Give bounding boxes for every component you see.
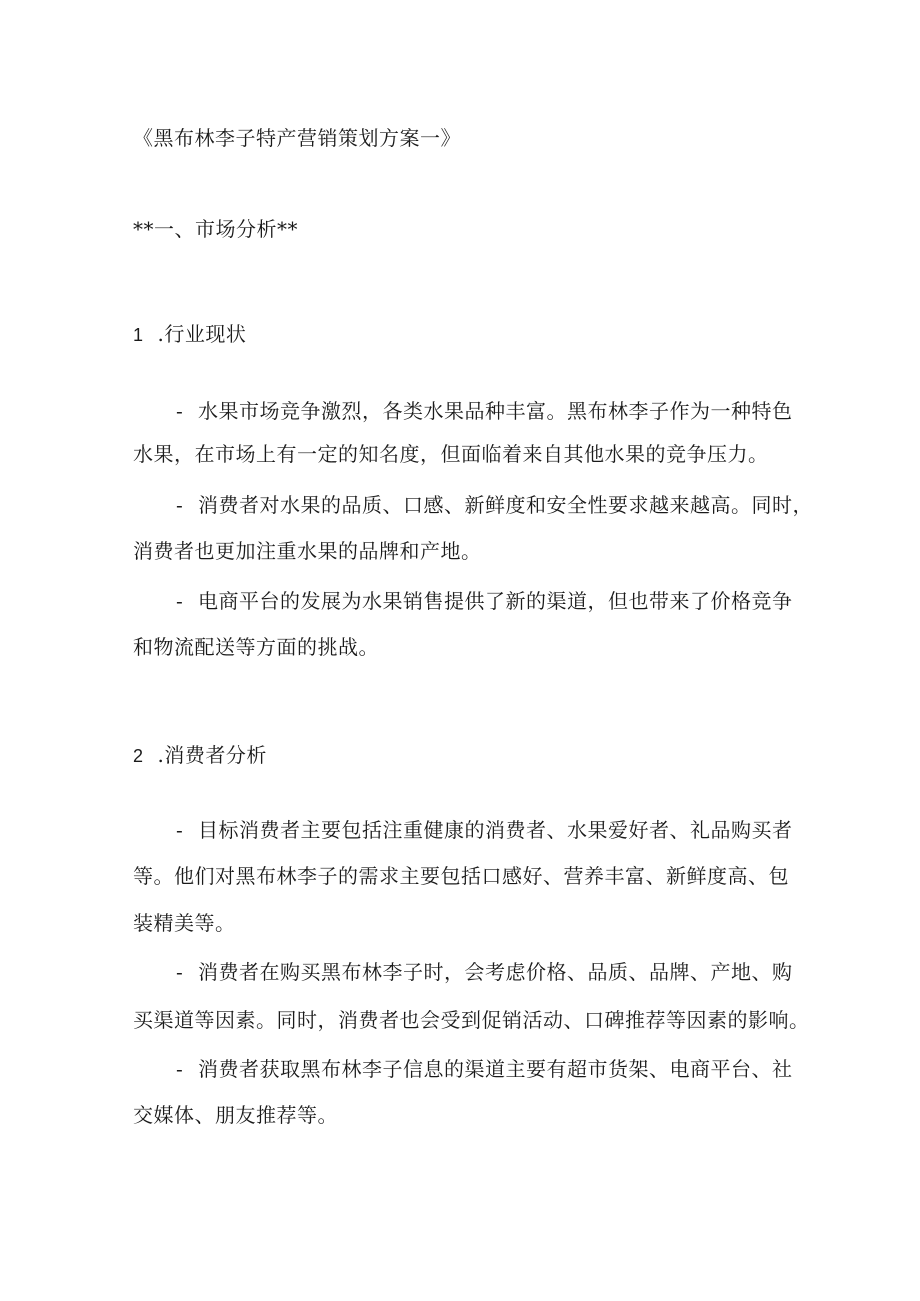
paragraph-line: [176, 816, 793, 844]
subsection-heading-consumer-analysis: [133, 741, 267, 770]
paragraph-line: 交媒体、朋友推荐等。: [133, 1103, 338, 1127]
paragraph-line: 消费者也更加注重水果的品牌和产地。: [133, 539, 482, 563]
paragraph-line: 买渠道等因素。同时，消费者也会受到促销活动、口碑推荐等因素的影响。: [133, 1008, 810, 1032]
paragraph-line: 装精美等。: [133, 911, 236, 935]
bullet-dash: -: [176, 493, 184, 517]
document-title: 《黑布林李子特产营销策划方案一》: [133, 126, 461, 150]
paragraph-text: 电商平台的发展为水果销售提供了新的渠道，但也带来了价格竞争: [198, 589, 793, 613]
bullet-dash: -: [176, 960, 184, 984]
section-heading-market-analysis: **一、市场分析**: [133, 217, 298, 241]
paragraph-text: 消费者在购买黑布林李子时，会考虑价格、品质、品牌、产地、购: [198, 960, 793, 984]
bullet-dash: -: [176, 1057, 184, 1081]
subsection-label: .消费者分析: [157, 743, 267, 767]
paragraph-line: [176, 587, 793, 615]
subsection-label: .行业现状: [157, 322, 247, 346]
paragraph-text: 目标消费者主要包括注重健康的消费者、水果爱好者、礼品购买者: [198, 818, 793, 842]
paragraph-line: 和物流配送等方面的挑战。: [133, 635, 379, 659]
subsection-number: 2: [133, 746, 144, 766]
paragraph-text: 消费者获取黑布林李子信息的渠道主要有超市货架、电商平台、社: [198, 1057, 793, 1081]
paragraph-text: 消费者对水果的品质、口感、新鲜度和安全性要求越来越高。同时，: [198, 493, 813, 517]
paragraph-text: 水果市场竞争激烈，各类水果品种丰富。黑布林李子作为一种特色: [198, 399, 793, 423]
bullet-dash: -: [176, 818, 184, 842]
paragraph-line: [176, 491, 813, 519]
bullet-dash: -: [176, 589, 184, 613]
paragraph-line: [176, 958, 793, 986]
paragraph-line: [176, 397, 793, 425]
paragraph-line: [176, 1055, 793, 1083]
subsection-heading-industry-status: [133, 320, 246, 349]
paragraph-line: 等。他们对黑布林李子的需求主要包括口感好、营养丰富、新鲜度高、包: [133, 864, 789, 888]
paragraph-line: 水果，在市场上有一定的知名度，但面临着来自其他水果的竞争压力。: [133, 442, 769, 466]
bullet-dash: -: [176, 399, 184, 423]
subsection-number: 1: [133, 325, 144, 345]
